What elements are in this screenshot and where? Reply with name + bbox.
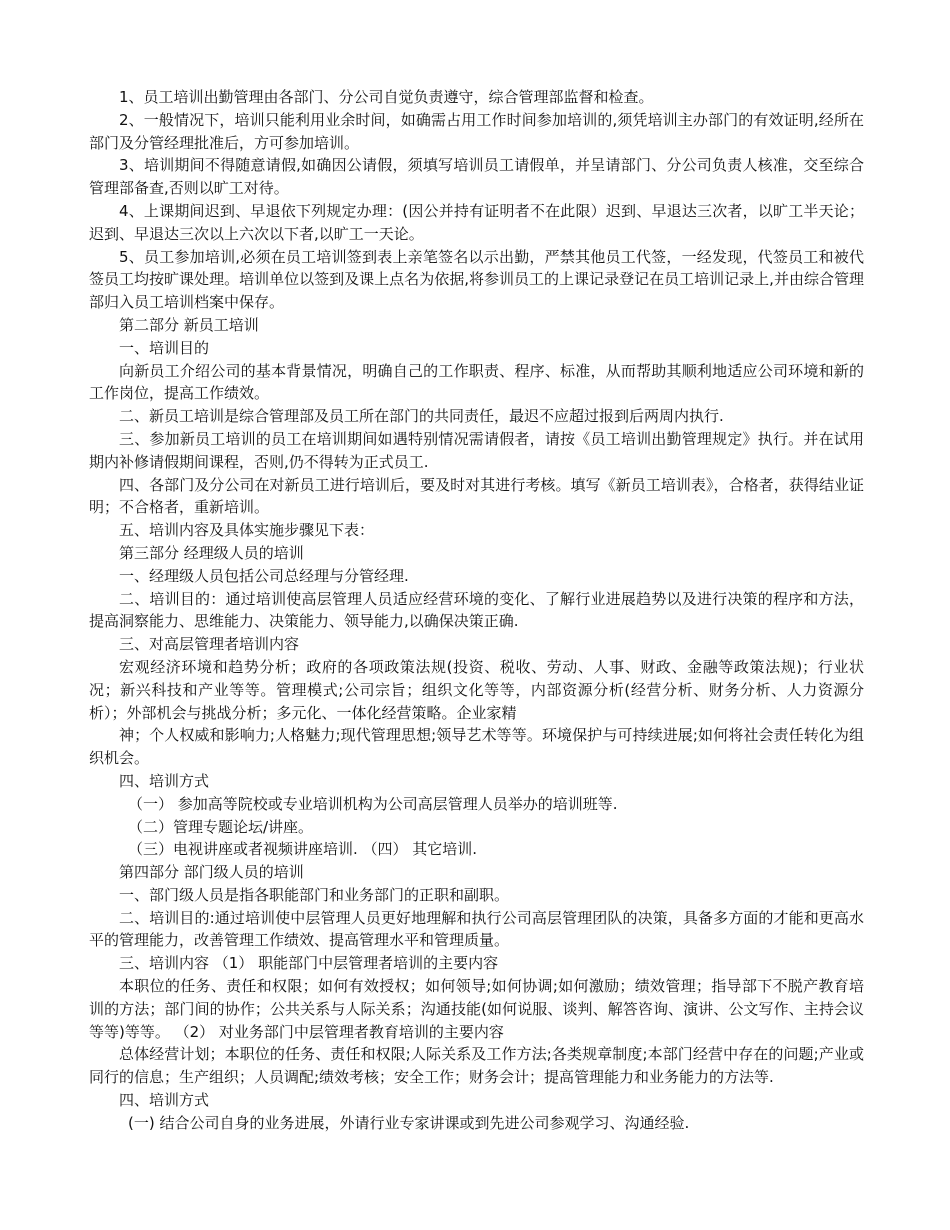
subheading-training-content: 三、培训内容 （1） 职能部门中层管理者培训的主要内容 [119,954,499,973]
paragraph: 总体经营计划；本职位的任务、责任和权限;人际关系及工作方法;各类规章制度;本部门经营中存在的问题;产业或同行的信息；生产组织；人员调配;绩效考核；安全工作；财务会计；提高管理能力和业务能力的方法等. [89,1045,864,1087]
attendance-rule-2: 2、一般情况下，培训只能利用业余时间，如确需占用工作时间参加培训的,须凭培训主办部门的有效证明,经所在部门及分管经理批准后，方可参加培训。 [89,110,864,152]
list-item: (一) 结合公司自身的业务进展，外请行业专家讲课或到先进公司参观学习、沟通经验. [128,1113,690,1132]
paragraph: 三、参加新员工培训的员工在培训期间如遇特别情况需请假者，请按《员工培训出勤管理规定》执行。并在试用期内补修请假期间课程，否则,仍不得转为正式员工. [89,429,864,471]
subheading-training-content: 三、对高层管理者培训内容 [119,635,300,654]
section-heading-part-3: 第三部分 经理级人员的培训 [119,543,304,562]
paragraph: 四、各部门及分公司在对新员工进行培训后，要及时对其进行考核。填写《新员工培训表》，合格者，获得结业证明；不合格者，重新培训。 [89,475,864,517]
paragraph: 二、培训目的:通过培训使中层管理人员更好地理解和执行公司高层管理团队的决策，具备多方面的才能和更高水平的管理能力，改善管理工作绩效、提高管理水平和管理质量。 [89,908,864,950]
attendance-rule-5: 5、员工参加培训,必须在员工培训签到表上亲笔签名以示出勤，严禁其他员工代签，一经发现，代签员工和被代签员工均按旷课处理。培训单位以签到及课上点名为依据,将参训员工的上课记录登记在员工培训记录上,并由综合管理部归入员工培训档案中保存。 [89,247,864,312]
attendance-rule-4: 4、上课期间迟到、早退依下列规定办理：(因公并持有证明者不在此限）迟到、早退达三次者，以旷工半天论；迟到、早退达三次以上六次以下者,以旷工一天论。 [89,201,864,243]
paragraph: 向新员工介绍公司的基本背景情况，明确自己的工作职责、程序、标准，从而帮助其顺利地适应公司环境和新的工作岗位，提高工作绩效。 [89,361,864,403]
list-item: （二）管理专题论坛/讲座。 [128,817,314,836]
paragraph: 神；个人权威和影响力;人格魅力;现代管理思想;领导艺术等等。环境保护与可持续进展;如何将社会责任转化为组织机会。 [89,726,864,768]
subheading-training-method: 四、培训方式 [119,771,210,790]
paragraph: 二、新员工培训是综合管理部及员工所在部门的共同责任，最迟不应超过报到后两周内执行. [119,407,724,426]
paragraph: 本职位的任务、责任和权限；如何有效授权；如何领导;如何协调;如何激励；绩效管理；指导部下不脱产教育培训的方法；部门间的协作；公共关系与人际关系；沟通技能(如何说服、谈判、解答咨询、演讲、公文写作、主持会议等等)等等。 （2） 对业务部门中层管理者教育培训的主要内容 [89,977,864,1041]
list-item: （一） 参加高等院校或专业培训机构为公司高层管理人员举办的培训班等. [128,794,618,813]
paragraph: 一、部门级人员是指各职能部门和业务部门的正职和副职。 [119,885,510,904]
attendance-rule-1: 1、员工培训出勤管理由各部门、分公司自觉负责遵守，综合管理部监督和检查。 [119,88,654,106]
subheading-training-purpose: 一、培训目的 [119,338,210,357]
paragraph: 二、培训目的：通过培训使高层管理人员适应经营环境的变化、了解行业进展趋势以及进行决策的程序和方法，提高洞察能力、思维能力、决策能力、领导能力,以确保决策正确. [89,589,864,631]
paragraph: 五、培训内容及具体实施步骤见下表： [119,521,375,540]
list-item: （三）电视讲座或者视频讲座培训. （四） 其它培训. [128,840,478,859]
document-body [89,86,864,1135]
section-heading-part-4: 第四部分 部门级人员的培训 [119,863,304,882]
paragraph: 一、经理级人员包括公司总经理与分管经理. [119,566,409,585]
subheading-training-method: 四、培训方式 [119,1091,210,1110]
paragraph: 宏观经济环境和趋势分析；政府的各项政策法规(投资、税收、劳动、人事、财政、金融等政策法规)；行业状况；新兴科技和产业等等。管理模式;公司宗旨；组织文化等等，内部资源分析(经营分析、财务分析、人力资源分析）；外部机会与挑战分析；多元化、一体化经营策略。企业家精 [89,657,864,722]
attendance-rule-3: 3、培训期间不得随意请假,如确因公请假，须填写培训员工请假单，并呈请部门、分公司负责人核准，交至综合管理部备查,否则以旷工对待。 [89,156,864,198]
section-heading-part-2: 第二部分 新员工培训 [119,315,259,334]
